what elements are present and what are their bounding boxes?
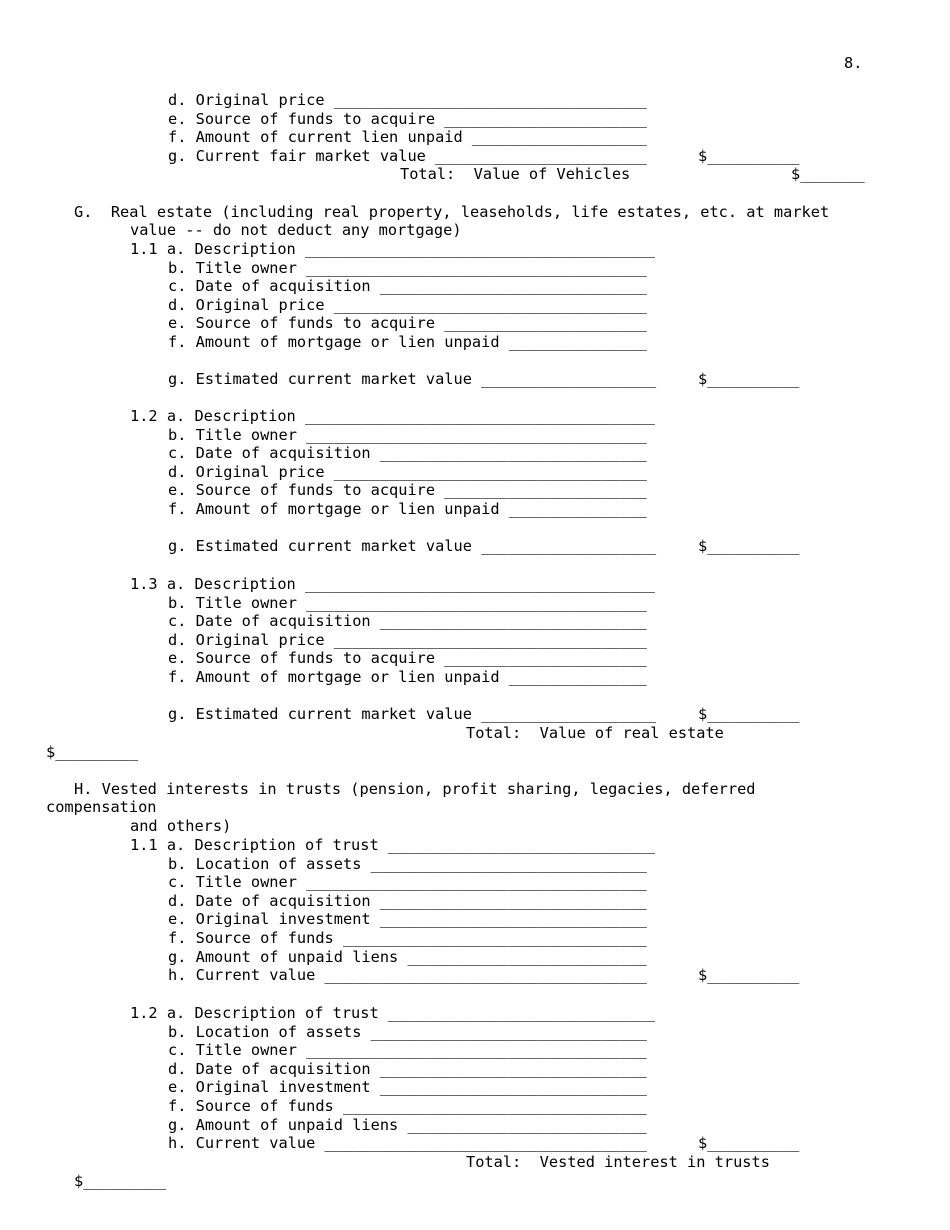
trust-item-line: c. Title owner _____________________________________ — [168, 873, 647, 892]
trust-item-line: d. Date of acquisition _____________________________ — [168, 891, 647, 910]
trust-item-line: f. Source of funds _________________________________ — [168, 929, 647, 947]
real-estate-item-line: e. Source of funds to acquire ______________________ — [168, 314, 647, 333]
trust-item-line: c. Title owner _____________________________________ — [168, 1041, 647, 1060]
trust-item-value-blank[interactable]: $__________ — [698, 966, 800, 985]
vehicle-line-e: e. Source of funds to acquire ______________________ — [168, 110, 647, 128]
real-estate-item-value-line: g. Estimated current market value ___________________ — [168, 705, 657, 723]
vehicle-line-g: g. Current fair market value _______________________ — [168, 147, 647, 165]
vehicle-line-f: f. Amount of current lien unpaid ___________________ — [168, 128, 647, 146]
real-estate-item-value-blank[interactable]: $__________ — [698, 705, 800, 723]
vehicles-total-label: Total: Value of Vehicles — [400, 165, 631, 183]
real-estate-item-line: e. Source of funds to acquire ______________________ — [168, 481, 647, 500]
real-estate-item-line: b. Title owner _____________________________________ — [168, 258, 647, 277]
trust-item-line: b. Location of assets ______________________________ — [168, 1022, 647, 1041]
real-estate-item-description: 1.2 a. Description ______________________________________ — [130, 407, 655, 425]
trust-item-line: h. Current value ___________________________________ — [168, 966, 647, 985]
real-estate-item-line: d. Original price __________________________________ — [168, 462, 647, 481]
real-estate-heading-cont: value -- do not deduct any mortgage) — [130, 221, 462, 239]
real-estate-item-line: d. Original price __________________________________ — [168, 630, 647, 649]
real-estate-item-description: 1.1 a. Description ______________________________________ — [130, 240, 655, 258]
real-estate-total-label: Total: Value of real estate — [466, 724, 724, 742]
real-estate-item-line: f. Amount of mortgage or lien unpaid _______________ — [168, 333, 647, 351]
real-estate-item-line: f. Amount of mortgage or lien unpaid _______________ — [168, 500, 647, 518]
real-estate-item-line: b. Title owner _____________________________________ — [168, 593, 647, 612]
trust-item-line: g. Amount of unpaid liens __________________________ — [168, 1115, 647, 1134]
real-estate-item-line: d. Original price __________________________________ — [168, 295, 647, 314]
trust-item-line: e. Original investment _____________________________ — [168, 1078, 647, 1097]
real-estate-item-line: f. Amount of mortgage or lien unpaid _______________ — [168, 668, 647, 686]
real-estate-item-description: 1.3 a. Description ______________________________________ — [130, 575, 655, 593]
real-estate-item-value-line: g. Estimated current market value ___________________ — [168, 370, 657, 388]
trust-item-description: 1.1 a. Description of trust _____________________________ — [130, 836, 655, 854]
trust-item-line: b. Location of assets ______________________________ — [168, 854, 647, 873]
real-estate-total-blank[interactable]: $_________ — [46, 743, 139, 761]
vehicle-line-d: d. Original price __________________________________ — [168, 91, 647, 109]
trusts-heading: H. Vested interests in trusts (pension, profit sharing, legacies, deferred — [74, 780, 756, 798]
real-estate-heading: G. Real estate (including real property, leaseholds, life estates, etc. at market — [74, 203, 830, 221]
trusts-heading-cont: and others) — [130, 817, 232, 835]
real-estate-item-value-blank[interactable]: $__________ — [698, 370, 800, 388]
trusts-total-blank[interactable]: $_________ — [74, 1172, 167, 1190]
real-estate-item-value-blank[interactable]: $__________ — [698, 537, 800, 555]
trusts-total-label: Total: Vested interest in trusts — [466, 1153, 770, 1171]
vehicle-value-blank[interactable]: $__________ — [698, 147, 800, 165]
trust-item-line: d. Date of acquisition _____________________________ — [168, 1059, 647, 1078]
real-estate-item-line: e. Source of funds to acquire ______________________ — [168, 649, 647, 668]
real-estate-item-line: c. Date of acquisition _____________________________ — [168, 444, 647, 463]
trust-item-value-blank[interactable]: $__________ — [698, 1134, 800, 1153]
trust-item-line: e. Original investment _____________________________ — [168, 910, 647, 929]
real-estate-item-line: c. Date of acquisition _____________________________ — [168, 612, 647, 631]
real-estate-item-line: b. Title owner _____________________________________ — [168, 425, 647, 444]
trust-item-line: g. Amount of unpaid liens __________________________ — [168, 947, 647, 966]
trust-item-line: h. Current value ___________________________________ — [168, 1134, 647, 1153]
trust-item-line: f. Source of funds _________________________________ — [168, 1097, 647, 1115]
real-estate-item-line: c. Date of acquisition _____________________________ — [168, 277, 647, 296]
real-estate-item-value-line: g. Estimated current market value ___________________ — [168, 537, 657, 555]
vehicles-total-blank[interactable]: $_______ — [791, 165, 865, 183]
page-number: 8. — [844, 54, 863, 72]
trusts-heading-wrap: compensation — [46, 798, 157, 816]
trust-item-description: 1.2 a. Description of trust _____________________________ — [130, 1004, 655, 1022]
